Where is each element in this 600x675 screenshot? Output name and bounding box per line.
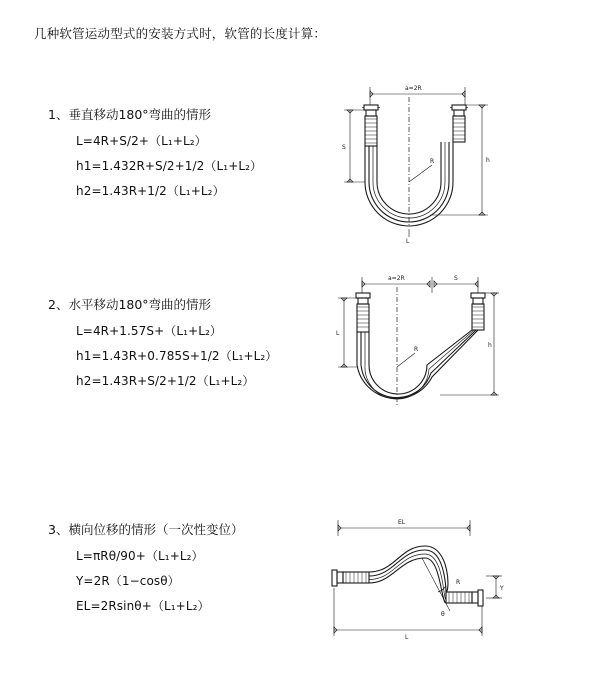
label-top-dim: a=2R	[388, 275, 405, 282]
label-angle: θ	[441, 611, 445, 618]
hose-vertical-180-diagram	[310, 77, 500, 257]
section-1-title: 1、垂直移动180°弯曲的情形	[48, 107, 212, 122]
section-3-formula-3: EL=2Rsinθ+（L₁+L₂）	[76, 599, 210, 613]
label-radius: R	[430, 158, 435, 165]
section-3-formula-2: Y=2R（1−cosθ）	[76, 574, 180, 588]
section-2-formula-2: h1=1.43R+0.785S+1/2（L₁+L₂）	[76, 349, 278, 363]
label-side: L	[336, 330, 340, 337]
hose-lateral-offset-diagram	[310, 506, 510, 646]
section-2-figure	[310, 267, 500, 442]
section-1-text	[48, 105, 318, 207]
label-top-dim-2: S	[454, 275, 458, 282]
label-height: h	[488, 342, 492, 349]
section-1-formula-3: h2=1.43R+1/2（L₁+L₂）	[76, 184, 225, 198]
section-2-formula-3: h2=1.43R+S/2+1/2（L₁+L₂）	[76, 374, 255, 388]
intro-text: 几种软管运动型式的安装方式时，软管的长度计算：	[34, 26, 327, 41]
section-3-text	[48, 520, 318, 622]
label-side: S	[342, 144, 346, 151]
label-bottom: L	[405, 634, 409, 641]
label-radius: R	[414, 346, 419, 353]
section-3-title: 3、横向位移的情形（一次性变位）	[48, 522, 244, 537]
section-1-formula-2: h1=1.432R+S/2+1/2（L₁+L₂）	[76, 159, 263, 173]
label-height: h	[486, 157, 490, 164]
section-2-formula-1: L=4R+1.57S+（L₁+L₂）	[76, 324, 223, 338]
label-top-dim: EL	[398, 519, 406, 526]
section-2-text	[48, 295, 318, 397]
section-3-figure	[310, 506, 510, 646]
section-3-formula-1: L=πRθ/90+（L₁+L₂）	[76, 549, 204, 563]
label-radius: R	[456, 579, 461, 586]
label-top-dim: a=2R	[405, 85, 422, 92]
label-bottom: L	[406, 238, 410, 245]
section-2-title: 2、水平移动180°弯曲的情形	[48, 297, 212, 312]
hose-horizontal-180-diagram	[310, 267, 500, 442]
section-1-figure	[310, 77, 500, 257]
label-side: Y	[500, 585, 504, 592]
section-1-formula-1: L=4R+S/2+（L₁+L₂）	[76, 134, 207, 148]
